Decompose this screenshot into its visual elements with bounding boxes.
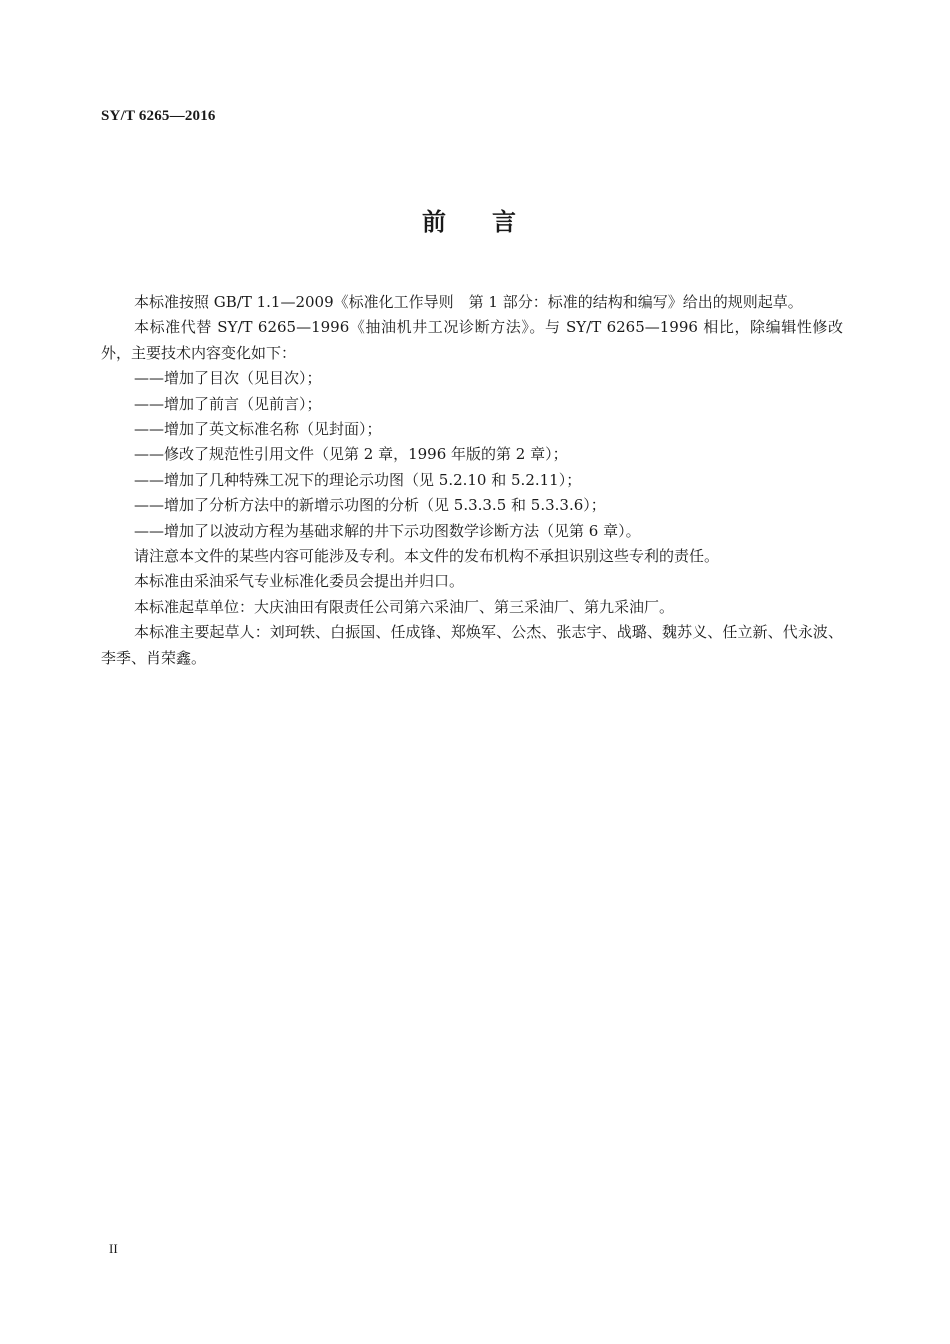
list-item: ——增加了目次（见目次）； — [134, 369, 322, 388]
list-item: ——增加了英文标准名称（见封面）； — [134, 420, 382, 439]
paragraph-proposer: 本标准由采油采气专业标准化委员会提出并归口。 — [134, 572, 465, 591]
paragraph-drafting-rules: 本标准按照 GB/T 1.1—2009《标准化工作导则 第 1 部分：标准的结构和编写》给出的规则起草。 — [134, 293, 803, 311]
list-item: ——增加了几种特殊工况下的理论示功图（见 5.2.10 和 5.2.11）； — [134, 470, 582, 489]
list-item: ——增加了分析方法中的新增示功图的分析（见 5.3.3.5 和 5.3.3.6）； — [134, 496, 606, 515]
paragraph-patent-notice: 请注意本文件的某些内容可能涉及专利。本文件的发布机构不承担识别这些专利的责任。 — [134, 547, 720, 566]
paragraph-drafting-units: 本标准起草单位：大庆油田有限责任公司第六采油厂、第三采油厂、第九采油厂。 — [134, 597, 675, 616]
list-item: ——增加了前言（见前言）； — [134, 394, 322, 413]
page-title: 前言 — [422, 207, 562, 236]
change-list — [101, 366, 843, 544]
list-item: ——修改了规范性引用文件（见第 2 章，1996 年版的第 2 章）； — [134, 445, 568, 464]
preface-body — [101, 290, 843, 671]
paragraph-replacement: 本标准代替 SY/T 6265—1996《抽油机井工况诊断方法》。与 SY/T 6265—1996 相比，除编辑性修改外，主要技术内容变化如下： — [101, 318, 843, 362]
list-item: ——增加了以波动方程为基础求解的井下示功图数学诊断方法（见第 6 章）。 — [134, 521, 641, 540]
page-number: II — [109, 1241, 118, 1256]
paragraph-drafters: 本标准主要起草人：刘珂轶、白振国、任成锋、郑焕军、公杰、张志宇、战璐、魏苏义、任立新、代永波、李季、肖荣鑫。 — [101, 623, 843, 667]
standard-code: SY/T 6265—2016 — [101, 108, 216, 124]
